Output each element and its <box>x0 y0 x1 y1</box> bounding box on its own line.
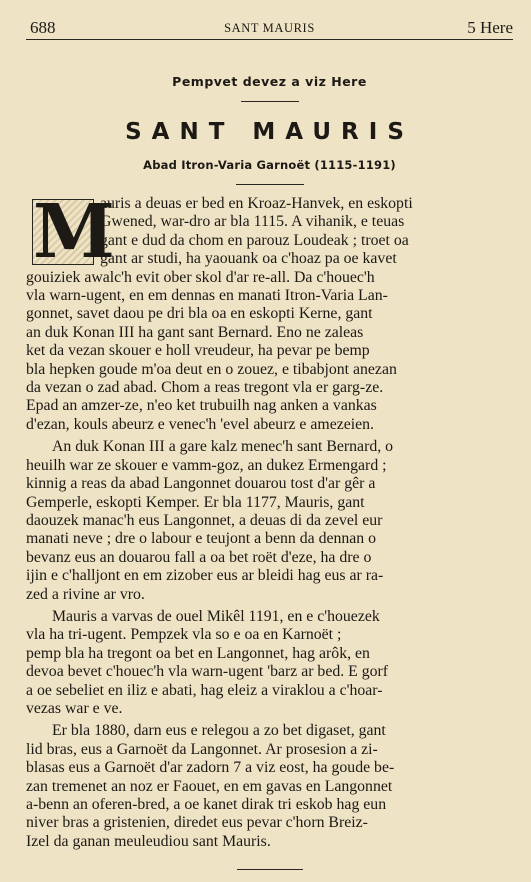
end-rule <box>237 869 303 870</box>
text-line: Gemperle, eskopti Kemper. Er bla 1177, Mauris, gant <box>26 493 365 511</box>
text-line: auris a deuas er bed en Kroaz-Hanvek, en eskopti <box>100 195 413 212</box>
text-line: gonnet, savet daou pe dri bla oa en eskopti Kerne, gant <box>26 305 373 323</box>
paragraph <box>26 438 513 604</box>
text-line: vla ha tri-ugent. Pempzek vla so e oa en Karnoët ; <box>26 626 342 644</box>
text-line: pemp bla ha tregont oa bet en Langonnet, hag arôk, en <box>26 644 370 662</box>
paragraph <box>26 608 513 718</box>
text-line: heuilh war ze skouer e vamm-goz, an dukez Ermengard ; <box>26 456 387 474</box>
text-line: an duk Konan III ha gant sant Bernard. Eno ne zaleas <box>26 323 364 341</box>
divider <box>236 184 304 185</box>
header-date: 5 Here <box>467 18 513 37</box>
text-line: d'ezan, kouls abeurz e venec'h 'evel abeurz e amezeien. <box>26 415 374 433</box>
text-line: manati neve ; dre o labour e teujont a benn da dennan o <box>26 530 377 548</box>
running-title: SANT MAURIS <box>224 21 315 35</box>
divider <box>241 101 299 102</box>
text-line: gouiziek awalc'h evit ober skol d'ar re-all. Da c'houec'h <box>26 268 375 286</box>
text-line: Er bla 1880, darn eus e relegou a zo bet digaset, gant <box>52 722 386 740</box>
text-line: vla warn-ugent, en em dennas en manati Itron-Varia Lan- <box>26 287 388 305</box>
saint-title: SANT MAURIS <box>125 119 414 145</box>
text-line: bevanz eus an douarou fall a oa bet roët d'eze, ha dre o <box>26 548 372 566</box>
saint-subtitle: Abad Itron-Varia Garnoët (1115-1191) <box>143 158 396 172</box>
text-line: gant ar studi, ha yaouank oa c'hoaz pa oe kavet <box>100 250 397 268</box>
text-line: Mauris a varvas de ouel Mikêl 1191, en e c'houezek <box>52 607 380 625</box>
paragraph <box>26 722 513 851</box>
text-line: Izel da ganan meuleudiou sant Mauris. <box>26 832 271 850</box>
text-line: zed a rivine ar vro. <box>26 585 145 603</box>
text-line: An duk Konan III a gare kalz menec'h sant Bernard, o <box>52 438 394 456</box>
text-line: Epad an amzer-ze, n'eo ket trubuilh nag anken a vankas <box>26 397 377 415</box>
text-line: bla hepken goude m'oa deut en o zouez, e tibabjont anezan <box>26 360 397 378</box>
text-line: kinnig a reas da abad Langonnet douarou tost d'ar gêr a <box>26 475 376 493</box>
text-line: da vezan o zad abad. Chom a reas tregont vla er garg-ze. <box>26 379 384 397</box>
header-rule <box>26 39 513 40</box>
text-line: gant e dud da chom en parouz Loudeak ; troet oa <box>100 231 409 249</box>
text-line: Gwened, war-dro ar bla 1115. A vihanik, e teuas <box>100 213 405 231</box>
paragraph <box>26 189 513 434</box>
text-line: a-benn an oferen-bred, a oe kanet dirak tri eskob hag eun <box>26 796 387 813</box>
text-line: lid bras, eus a Garnoët da Langonnet. Ar prosesion a zi- <box>26 740 378 758</box>
page-number: 688 <box>30 18 56 37</box>
text-line: zan tremenet an noz er Faouet, en em gavas en Langonnet <box>26 777 393 795</box>
text-line: blasas eus a Garnoët d'ar zadorn 7 a viz eost, ha goude be- <box>26 759 395 777</box>
text-line: ijin e c'halljont en em zizober eus ar bleidi hag eus ar ra- <box>26 567 384 585</box>
text-line: niver bras a gristenien, diredet eus pevar c'horn Breiz- <box>26 814 368 832</box>
day-heading: Pempvet devez a viz Here <box>172 74 367 89</box>
text-line: ket da vezan skouer e holl vreudeur, ha pevar pe bemp <box>26 342 370 360</box>
page-header <box>26 14 513 36</box>
drop-cap-letter: M <box>33 189 115 275</box>
text-line: daouzek manac'h eus Langonnet, a deuas di da zevel eur <box>26 511 383 529</box>
text-line: devoa bevet c'houec'h vla warn-ugent 'barz ar bed. E gorf <box>26 663 389 681</box>
article-body <box>26 189 513 851</box>
text-line: vezas war e ve. <box>26 699 123 717</box>
text-line: a oe sebeliet en iliz e abati, hag eleiz a viraklou a c'hoar- <box>26 681 383 699</box>
